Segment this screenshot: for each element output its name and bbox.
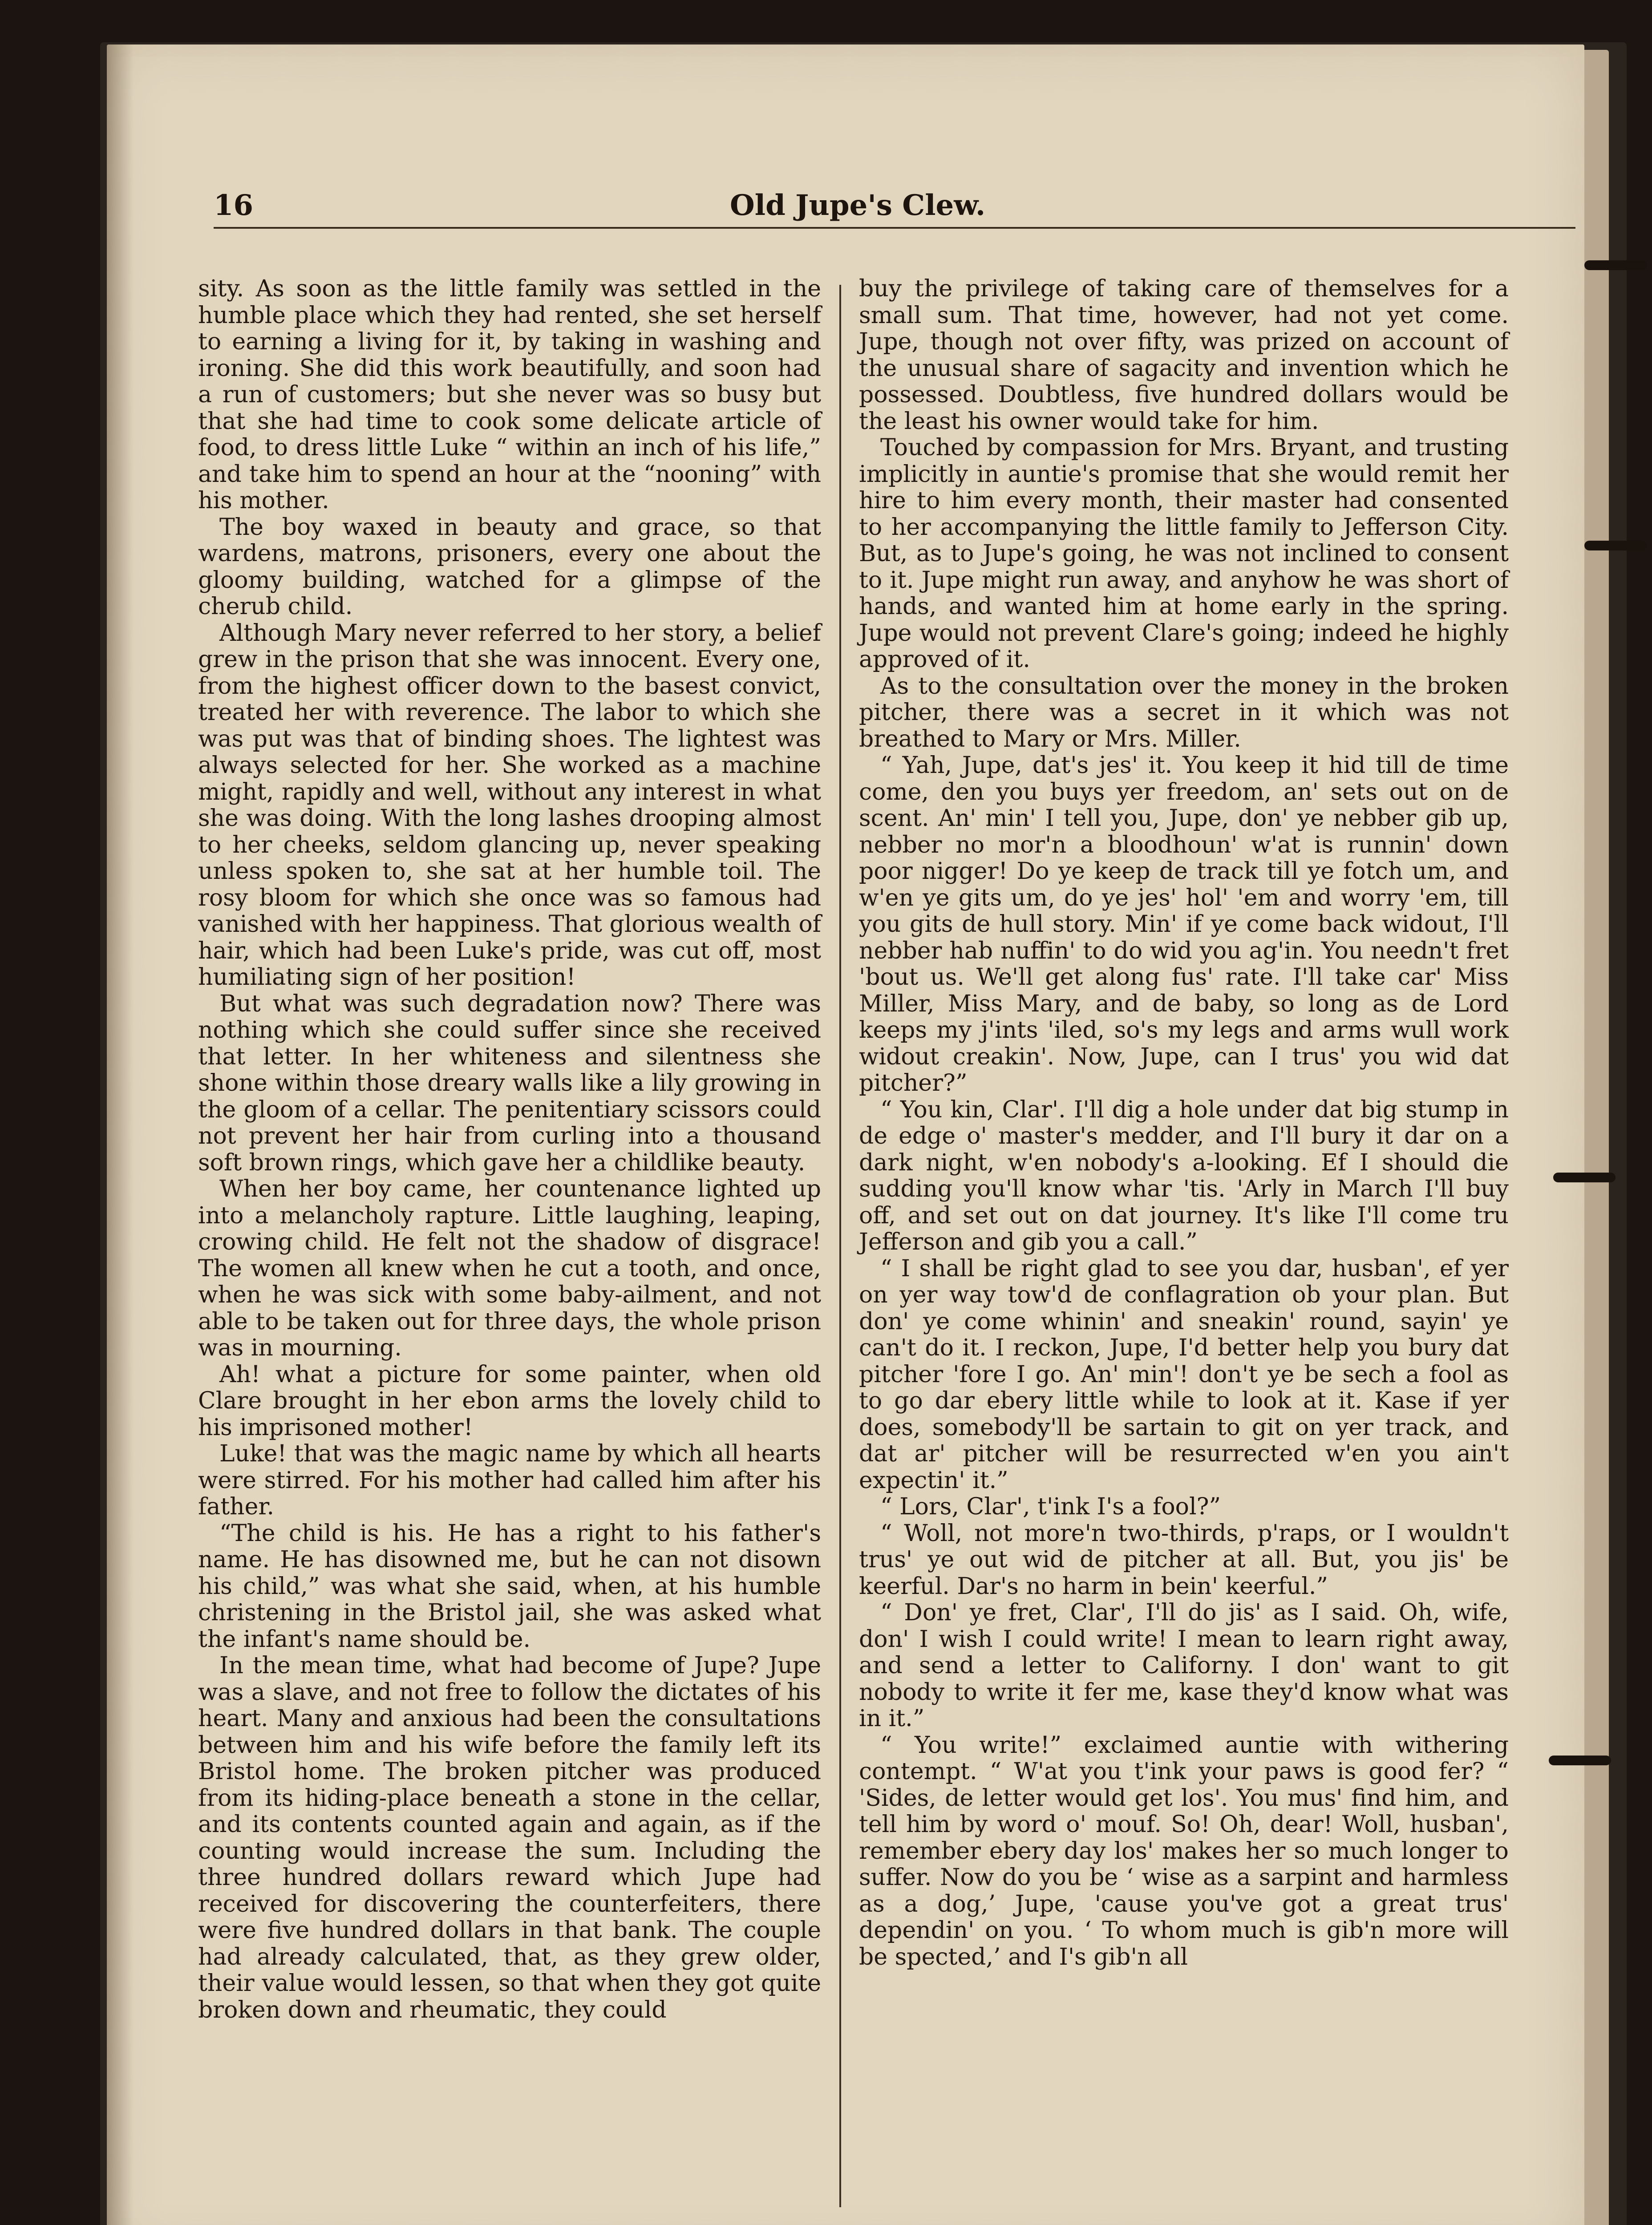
- paragraph: “ You kin, Clar'. I'll dig a hole under dat big stump in de edge o' master's medder, and I'll bury it dar on a dark night, w'en nobody's a-looking. Ef I should die sudding you'll know whar 'tis. 'Arly in March I'll buy off, and set out on dat journey. It's like I'll come tru Jefferson and gib you a call.”: [859, 1096, 1509, 1255]
- paragraph: Touched by compassion for Mrs. Bryant, and trusting implicitly in auntie's promise that she would remit her hire to him every month, their master had consented to her accompanying the little family to Jefferson City. But, as to Jupe's going, he was not inclined to consent to it. Jupe might run away, and anyhow he was short of hands, and wanted him at home early in the spring. Jupe would not prevent Clare's going; indeed he highly approved of it.: [859, 434, 1509, 673]
- paragraph: As to the consultation over the money in the broken pitcher, there was a secret in it which was not breathed to Mary or Mrs. Miller.: [859, 672, 1509, 752]
- paragraph: buy the privilege of taking care of themselves for a small sum. That time, however, had not yet come. Jupe, though not over fifty, was prized on account of the unusual share of sagacity and invention which he possessed. Doubtless, five hundred dollars would be the least his owner would take for him.: [859, 275, 1509, 435]
- right-column: [859, 276, 1509, 1970]
- page-number: 16: [214, 189, 254, 222]
- paragraph: “ Woll, not more'n two-thirds, p'raps, or I wouldn't trus' ye out wid de pitcher at all. But, you jis' be keerful. Dar's no harm in bein' keerful.”: [859, 1520, 1509, 1600]
- paragraph: “The child is his. He has a right to his father's name. He has disowned me, but he can not disown his child,” was what she said, when, at his humble christening in the Bristol jail, she was asked what the infant's name should be.: [198, 1520, 821, 1653]
- magazine-page: [107, 44, 1584, 2225]
- paragraph: “ Yah, Jupe, dat's jes' it. You keep it hid till de time come, den you buys yer freedom, an' sets out on de scent. An' min' I tell you, Jupe, don' ye nebber gib up, nebber no mor'n a bloodhoun' w'at is runnin' down poor nigger! Do ye keep de track till ye fotch um, and w'en ye gits um, do ye jes' hol' 'em and worry 'em, till you gits de hull story. Min' if ye come back widout, I'll nebber hab nuffin' to do wid you ag'in. You needn't fret 'bout us. We'll get along fus' rate. I'll take car' Miss Miller, Miss Mary, and de baby, so long as de Lord keeps my j'ints 'iled, so's my legs and arms wull work widout creakin'. Now, Jupe, can I trus' you wid dat pitcher?”: [859, 752, 1509, 1096]
- running-title: Old Jupe's Clew.: [730, 189, 986, 222]
- binding-shadow: [107, 44, 134, 2225]
- paragraph: “ I shall be right glad to see you dar, husban', ef yer on yer way tow'd de conflagration ob your plan. But don' ye come whinin' and sneakin' round, sayin' ye can't do it. I reckon, Jupe, I'd better help you bury dat pitcher 'fore I go. An' min'! don't ye be sech a fool as to go dar ebery little while to look at it. Kase if yer does, somebody'll be sartain to git on yer track, and dat ar' pitcher will be resurrected w'en you ain't expectin' it.”: [859, 1255, 1509, 1494]
- binding-staple: [1549, 1756, 1611, 1765]
- paragraph: Ah! what a picture for some painter, when old Clare brought in her ebon arms the lovely child to his imprisoned mother!: [198, 1361, 821, 1441]
- binding-staple: [1584, 541, 1647, 550]
- paragraph: “ Lors, Clar', t'ink I's a fool?”: [880, 1493, 1221, 1520]
- paragraph: “ You write!” exclaimed auntie with withering contempt. “ W'at you t'ink your paws is good fer? “ 'Sides, de letter would get los'. You mus' find him, and tell him by word o' mouf. So! Oh, dear! Woll, husban', remember ebery day los' makes her so much longer to suffer. Now do you be ‘ wise as a sarpint and harmless as a dog,’ Jupe, 'cause you've got a great trus' dependin' on you. ‘ To whom much is gib'n more will be spected,’ and I's gib'n all: [859, 1731, 1509, 1970]
- paragraph: In the mean time, what had become of Jupe? Jupe was a slave, and not free to follow the dictates of his heart. Many and anxious had been the consultations between him and his wife before the family left its Bristol home. The broken pitcher was produced from its hiding-place beneath a stone in the cellar, and its contents counted again and again, as if the counting would increase the sum. Including the three hundred dollars reward which Jupe had received for discovering the counterfeiters, there were five hundred dollars in that bank. The couple had already calculated, that, as they grew older, their value would lessen, so that when they got quite broken down and rheumatic, they could: [198, 1652, 821, 2023]
- paragraph: “ Don' ye fret, Clar', I'll do jis' as I said. Oh, wife, don' I wish I could write! I mean to learn right away, and send a letter to Californy. I don' want to git nobody to write it fer me, kase they'd know what was in it.”: [859, 1599, 1509, 1732]
- running-head: [107, 44, 1584, 236]
- paragraph: But what was such degradation now? There was nothing which she could suffer since she received that letter. In her whiteness and silentness she shone within those dreary walls like a lily growing in the gloom of a cellar. The penitentiary scissors could not prevent her hair from curling into a thousand soft brown rings, which gave her a childlike beauty.: [198, 990, 821, 1176]
- paragraph: When her boy came, her countenance lighted up into a melancholy rapture. Little laughing, leaping, crowing child. He felt not the shadow of disgrace! The women all knew when he cut a tooth, and once, when he was sick with some baby-ailment, and not able to be taken out for three days, the whole prison was in mourning.: [198, 1176, 821, 1361]
- binding-staple: [1553, 1173, 1616, 1182]
- left-column: [198, 276, 821, 2023]
- header-rule: [214, 227, 1575, 229]
- column-rule: [839, 285, 841, 2207]
- paragraph: The boy waxed in beauty and grace, so that wardens, matrons, prisoners, every one about the gloomy building, watched for a glimpse of the cherub child.: [198, 514, 821, 620]
- paragraph: Luke! that was the magic name by which all hearts were stirred. For his mother had called him after his father.: [198, 1440, 821, 1520]
- paragraph: sity. As soon as the little family was settled in the humble place which they had rented, she set herself to earning a living for it, by taking in washing and ironing. She did this work beautifully, and soon had a run of customers; but she never was so busy but that she had time to cook some delicate article of food, to dress little Luke “ within an inch of his life,” and take him to spend an hour at the “nooning” with his mother.: [198, 275, 821, 514]
- binding-staple: [1584, 260, 1647, 270]
- paragraph: Although Mary never referred to her story, a belief grew in the prison that she was innocent. Every one, from the highest officer down to the basest convict, treated her with reverence. The labor to which she was put was that of binding shoes. The lightest was always selected for her. She worked as a machine might, rapidly and well, without any interest in what she was doing. With the long lashes drooping almost to her cheeks, seldom glancing up, never speaking unless spoken to, she sat at her humble toil. The rosy bloom for which she once was so famous had vanished with her happiness. That glorious wealth of hair, which had been Luke's pride, was cut off, most humiliating sign of her position!: [198, 619, 821, 991]
